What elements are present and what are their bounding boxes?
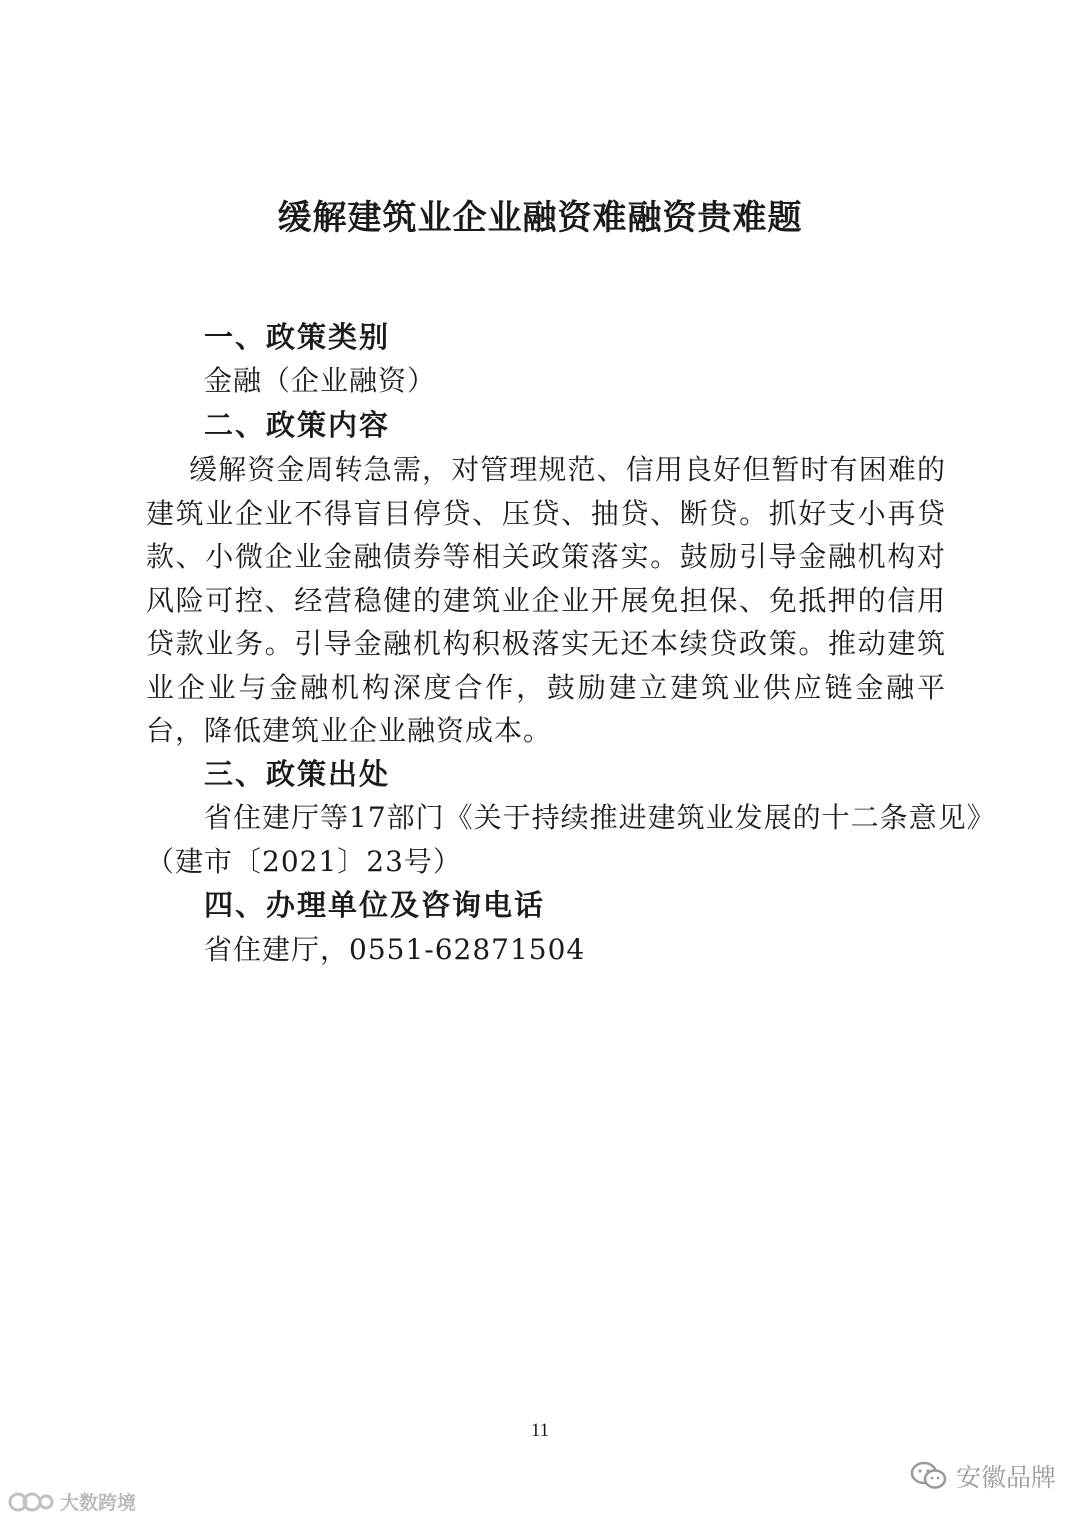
section-body-contact: 省住建厅，0551-62871504	[204, 933, 586, 966]
watermark-right	[910, 1458, 1056, 1494]
section-body-category: 金融（企业融资）	[204, 364, 437, 397]
section-heading-category: 一、政策类别	[204, 320, 391, 354]
section-heading-content: 二、政策内容	[204, 408, 391, 442]
section-body-source-line1: 省住建厅等17部门《关于持续推进建筑业发展的十二条意见》	[204, 801, 996, 834]
document-title: 缓解建筑业企业融资难融资贵难题	[277, 198, 803, 238]
watermark-right-text: 安徽品牌	[955, 1463, 1056, 1492]
watermark-left	[8, 1488, 136, 1515]
section-heading-contact: 四、办理单位及咨询电话	[204, 888, 546, 922]
section-heading-source: 三、政策出处	[204, 757, 391, 791]
section-body-source-line2: （建市〔2021〕23号）	[146, 845, 462, 878]
watermark-left-text: 大数跨境	[60, 1492, 137, 1514]
wechat-icon	[910, 1460, 948, 1492]
section-body-content: 缓解资金周转急需，对管理规范、信用良好但暂时有困难的建筑业企业不得盲目停贷、压贷、抽贷、断贷。抓好支小再贷款、小微企业金融债券等相关政策落实。鼓励引导金融机构对风险可控、经营稳健的建筑业企业开展免担保、免抵押的信用贷款业务。引导金融机构积极落实无还本续贷政策。推动建筑业企业与金融机构深度合作，鼓励建立建筑业供应链金融平台，降低建筑业企业融资成本。	[146, 453, 946, 747]
watermark-logo-icon	[8, 1490, 54, 1514]
page-number: 11	[530, 1420, 550, 1441]
